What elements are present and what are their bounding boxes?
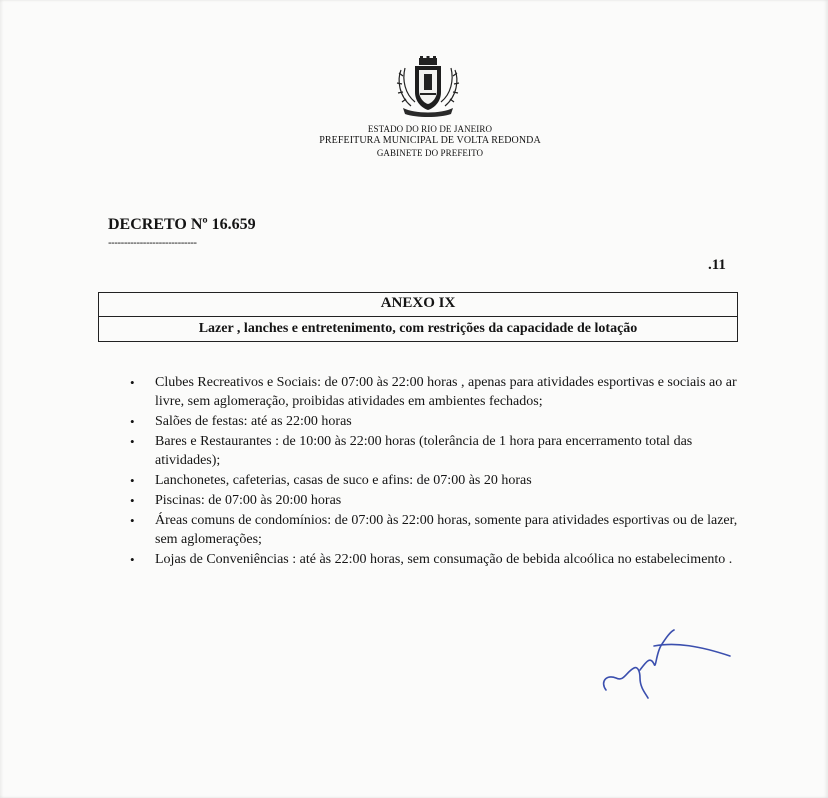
annex-subtitle: Lazer , lanches e entretenimento, com restrições da capacidade de lotação <box>198 321 638 336</box>
activity-list <box>130 373 740 570</box>
bullet-icon: • <box>130 513 135 528</box>
annex-divider <box>99 316 737 317</box>
list-item-text: Salões de festas: até as 22:00 horas <box>155 414 352 429</box>
header-state: ESTADO DO RIO DE JANEIRO <box>367 124 493 134</box>
bullet-icon: • <box>130 473 135 488</box>
list-item <box>130 511 740 549</box>
list-item-text: Piscinas: de 07:00 às 20:00 horas <box>155 493 342 508</box>
list-item <box>130 373 740 411</box>
page-number: .11 <box>708 257 726 273</box>
decree-underline: ---------------------------- <box>108 237 197 249</box>
list-item-text: Bares e Restaurantes : de 10:00 às 22:00 horas (tolerância de 1 hora para encerramento total das atividades); <box>155 434 693 468</box>
municipal-coat-of-arms-icon <box>393 56 463 120</box>
bullet-icon: • <box>130 414 135 429</box>
annex-title: ANEXO IX <box>380 295 456 311</box>
header-office: GABINETE DO PREFEITO <box>376 148 484 158</box>
list-item <box>130 550 740 569</box>
list-item-text: Lanchonetes, cafeterias, casas de suco e afins: de 07:00 às 20 horas <box>155 473 532 488</box>
bullet-icon: • <box>130 493 135 508</box>
bullet-icon: • <box>130 375 135 390</box>
list-item <box>130 412 740 431</box>
list-item-text: Áreas comuns de condomínios: de 07:00 às 22:00 horas, somente para atividades esportivas ou de lazer, sem aglomerações; <box>155 513 738 547</box>
list-item-text: Lojas de Conveniências : até às 22:00 horas, sem consumação de bebida alcoólica no estabelecimento . <box>155 552 733 567</box>
list-item <box>130 432 740 470</box>
decree-title: DECRETO Nº 16.659 <box>108 216 256 233</box>
list-item <box>130 471 740 490</box>
handwritten-signature-icon <box>596 622 736 706</box>
bullet-icon: • <box>130 434 135 449</box>
header-prefecture: PREFEITURA MUNICIPAL DE VOLTA REDONDA <box>319 135 541 146</box>
bullet-icon: • <box>130 552 135 567</box>
list-item-text: Clubes Recreativos e Sociais: de 07:00 às 22:00 horas , apenas para atividades esportivas e sociais ao ar livre, sem aglomeração, proibidas atividades em ambientes fechados; <box>155 375 737 409</box>
list-item <box>130 491 740 510</box>
annex-header-box <box>98 292 738 342</box>
